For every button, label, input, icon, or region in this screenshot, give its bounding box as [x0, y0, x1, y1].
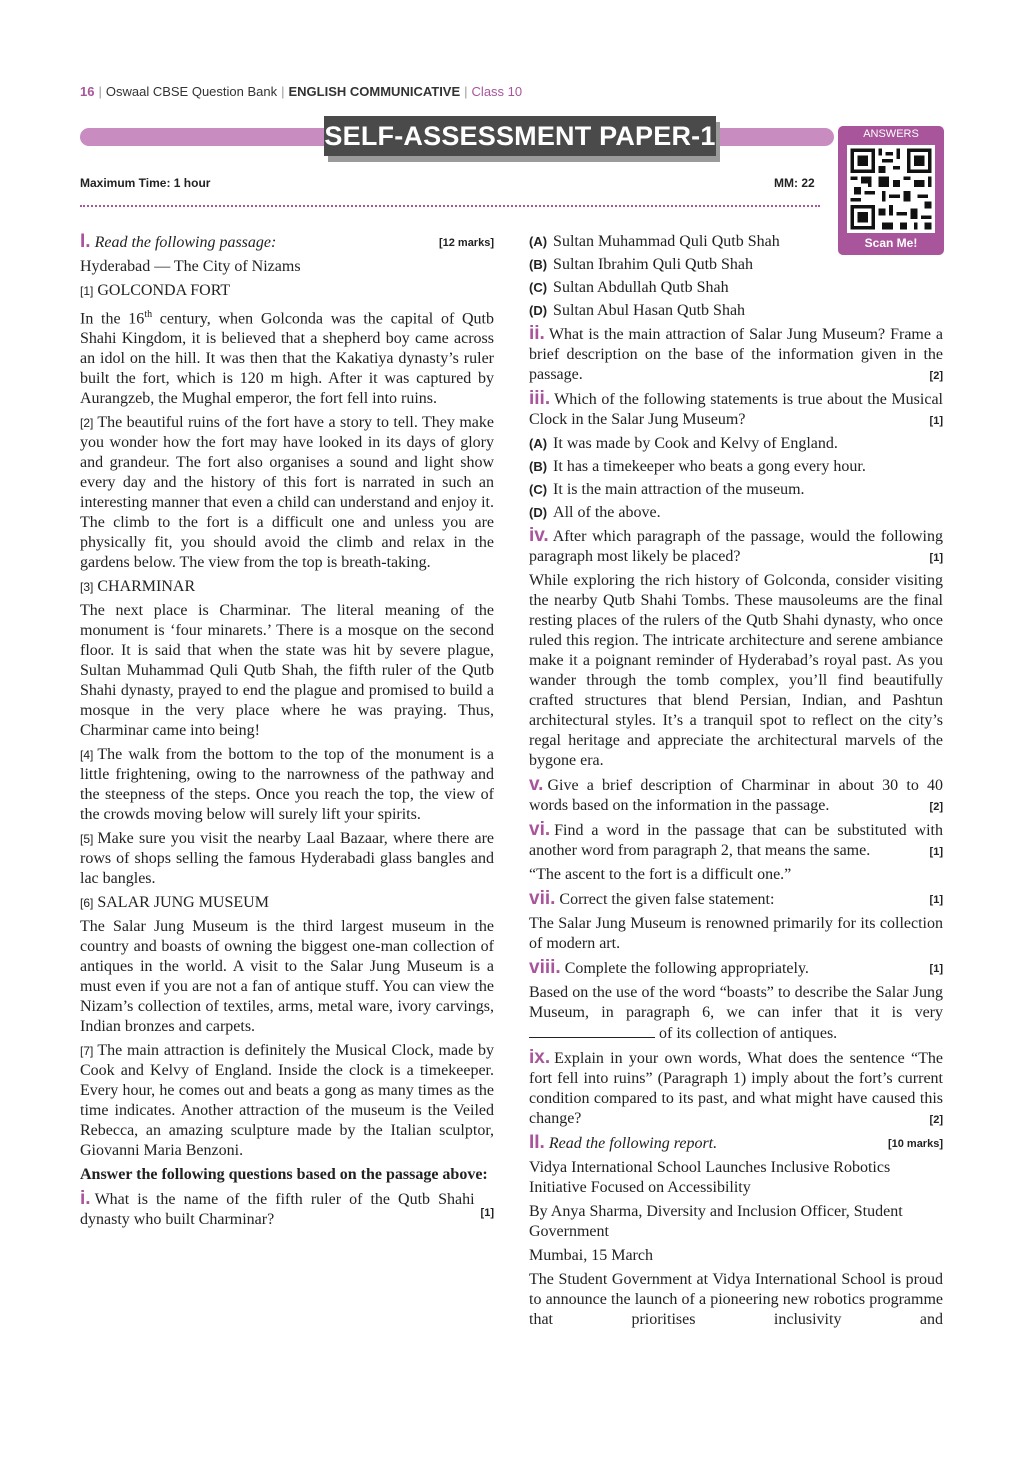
publisher-name: Oswaal CBSE Question Bank	[105, 84, 278, 99]
question-vi: vi. Find a word in the passage that can be substituted with another word from paragraph 2, that means the same. [1]	[529, 819, 943, 859]
report-byline: By Anya Sharma, Diversity and Inclusion Officer, Student Government	[529, 1203, 903, 1240]
section-1-number: I.	[80, 231, 91, 252]
question-i-option-d[interactable]: (D) Sultan Abul Hasan Qutb Shah	[529, 302, 746, 319]
qr-top-label: ANSWERS	[863, 128, 919, 140]
question-iii-option-d[interactable]: (D) All of the above.	[529, 504, 661, 521]
question-ii: ii. What is the main attraction of Salar Jung Museum? Frame a brief description on the base of the information given in the passage. [2]	[529, 323, 943, 383]
para-3-heading: [3] CHARMINAR	[80, 578, 196, 596]
para-2: [2] The beautiful ruins of the fort have a story to tell. They make you wonder how the fort may have looked in its days of glory and grandeur. The fort also organises a sound and light show every day and the history of this fort is narrated in such an interesting manner that even a child can understand and enjoy it. The climb to the fort is a difficult one and unless you are physically fit, you should avoid the climb and relax in the gardens below. The view from the top is breath-taking.	[80, 414, 494, 572]
section-2-number: II.	[529, 1132, 545, 1153]
passage-title: Hyderabad — The City of Nizams	[80, 258, 301, 275]
dotted-divider	[80, 205, 820, 207]
question-ix: ix. Explain in your own words, What does the sentence “The fort fell into ruins” (Paragraph 1) imply about the fort’s current condition compared to its past, and what might have caused this change? [2]	[529, 1047, 943, 1127]
fill-in-blank[interactable]	[529, 1023, 655, 1038]
section-2-header	[529, 1133, 943, 1154]
question-vi-quote: “The ascent to the fort is a difficult one.”	[529, 866, 792, 883]
report-body: The Student Government at Vidya International School is proud to announce the launch of a pioneering new robotics programme that prioritises inclusivity and	[529, 1271, 943, 1328]
question-i-option-b[interactable]: (B) Sultan Ibrahim Quli Qutb Shah	[529, 256, 754, 273]
question-viii-sentence: Based on the use of the word “boasts” to describe the Salar Jung Museum, in paragraph 6, we can infer that it is very of its collection of antiques.	[529, 984, 943, 1042]
question-i: [1] i. What is the name of the fifth ruler of the Qutb Shahi dynasty who built Charminar?	[80, 1188, 494, 1229]
question-v: v. Give a brief description of Charminar in about 30 to 40 words based on the information in the passage. [2]	[529, 774, 943, 814]
section-1-marks: [12 marks]	[438, 237, 494, 249]
question-iii: iii. Which of the following statements is true about the Musical Clock in the Salar Jung Museum? [1]	[529, 388, 943, 428]
report-dateline: Mumbai, 15 March	[529, 1247, 653, 1264]
maximum-time: Maximum Time: 1 hour	[80, 176, 211, 190]
section-1-header	[80, 232, 494, 253]
para-6-heading: [6] SALAR JUNG MUSEUM	[80, 894, 269, 912]
para-4: [4] The walk from the bottom to the top of the monument is a little frightening, owing to the narrowness of the pathway and the steepness of the steps. Once you reach the top, the view of the crowds moving below will surely lift your spirits.	[80, 746, 494, 824]
answer-prompt: Answer the following questions based on the passage above:	[80, 1166, 488, 1184]
question-iii-option-c[interactable]: (C) It is the main attraction of the museum.	[529, 481, 805, 498]
page-title: SELF-ASSESSMENT PAPER-1	[324, 116, 716, 156]
para-7: [7] The main attraction is definitely the Musical Clock, made by Cook and Kelvy of England. Inside the clock is a timekeeper. Every hour, he comes out and beats a gong as many times as the time indicates. Another attraction of the museum is the Veiled Rebecca, an amazing sculpture made by the Italian sculptor, Giovanni Maria Benzoni.	[80, 1042, 494, 1160]
right-column	[529, 232, 943, 1334]
question-vii: [1] vii. Correct the given false statement:	[529, 888, 943, 909]
section-2-instruction: Read the following report.	[548, 1135, 718, 1152]
section-2-marks: [10 marks]	[887, 1138, 943, 1150]
question-vii-statement: The Salar Jung Museum is renowned primarily for its collection of modern art.	[529, 915, 943, 952]
qr-bottom-label: Scan Me!	[864, 236, 918, 250]
para-5: [5] Make sure you visit the nearby Laal Bazaar, where there are rows of shops selling the famous Hyderabadi glass bangles and lac bangles.	[80, 830, 494, 888]
subject-name: ENGLISH COMMUNICATIVE	[288, 84, 461, 99]
left-column	[80, 232, 494, 1237]
question-viii: [1] viii. Complete the following appropriately.	[529, 957, 943, 978]
report-headline: Vidya International School Launches Inclusive Robotics Initiative Focused on Accessibility	[529, 1159, 891, 1196]
page-number: 16	[80, 84, 95, 99]
para-6: The Salar Jung Museum is the third largest museum in the country and boasts of owning the biggest one-man collection of antiques in the world. A visit to the Salar Jung Museum is a must even if you are not a fan of antique stuff. You can view the Nizam’s collection of textiles, arms, metal ware, ivory carvings, Indian bronzes and carpets.	[80, 918, 494, 1036]
para-1: In the 16th century, when Golconda was the capital of Qutb Shahi Kingdom, it is believed that a shepherd boy came across an idol on the hill. It was then that the Kakatiya dynasty’s ruler built the fort, which is 120 m high. After it was captured by Aurangzeb, the Mughal emperor, the fort fell into ruins.	[80, 309, 495, 408]
section-1-instruction: Read the following passage:	[94, 234, 277, 251]
class-label: Class 10	[471, 84, 523, 99]
question-iv-paragraph: While exploring the rich history of Golconda, consider visiting the nearby Qutb Shahi Tombs. These mausoleums are the final resting places of the rulers of the Qutb Shahi dynasty, who once ruled this region. The intricate architecture and serene ambiance make it a poignant reminder of Hyderabad’s royal past. As you wander through the tomb complex, you’ll find beautifully crafted structures that blend Persian, Indian, and Pashtun architectural styles. It’s a tranquil spot to reflect on the city’s regal heritage and appreciate the architectural marvels of the bygone era.	[529, 572, 943, 769]
running-head: 16 | Oswaal CBSE Question Bank | ENGLISH COMMUNICATIVE | Class 10	[80, 84, 523, 99]
question-i-option-a[interactable]: (A) Sultan Muhammad Quli Qutb Shah	[529, 233, 780, 250]
question-iv: iv. After which paragraph of the passage, would the following paragraph most likely be placed? [1]	[529, 525, 943, 565]
para-1-heading: [1] GOLCONDA FORT	[80, 282, 231, 299]
question-iii-option-b[interactable]: (B) It has a timekeeper who beats a gong every hour.	[529, 458, 866, 475]
question-iii-option-a[interactable]: (A) It was made by Cook and Kelvy of England.	[529, 435, 838, 452]
qr-code-icon[interactable]	[847, 145, 935, 233]
maximum-marks: MM: 22	[774, 176, 815, 190]
para-3: The next place is Charminar. The literal meaning of the monument is ‘four minarets.’ There is a mosque on the second floor. It is said that when the state was hit by severe plague, Sultan Muhammad Quli Qutb Shah, the fifth ruler of the Qutb Shahi dynasty, prayed to end the plague and promised to build a mosque in the very place where he was praying. Thus, Charminar came into being!	[80, 602, 494, 740]
question-i-option-c[interactable]: (C) Sultan Abdullah Qutb Shah	[529, 279, 729, 296]
